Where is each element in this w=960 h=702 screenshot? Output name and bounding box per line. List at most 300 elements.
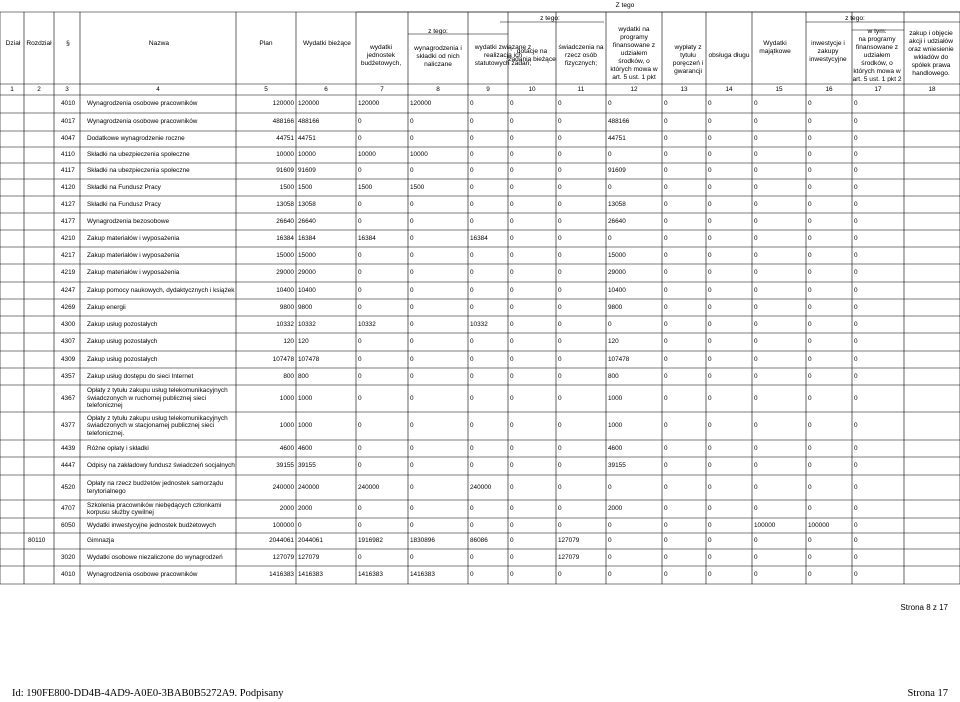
cell-value: 0 xyxy=(510,338,514,345)
cell-value: 0 xyxy=(708,251,712,259)
header-rozdzial: Rozdział xyxy=(26,40,52,47)
cell-value: 10000 xyxy=(358,151,376,158)
cell-value: 0 xyxy=(558,444,562,452)
column-number: 16 xyxy=(825,86,833,93)
header-wydatki-majatkowe: Wydatki majątkowe xyxy=(759,40,791,55)
cell-nazwa: Składki na ubezpieczenia społeczne xyxy=(87,167,190,174)
cell-value: 1000 xyxy=(298,394,313,402)
cell-value: 0 xyxy=(708,200,712,208)
cell-nazwa: Wynagrodzenia bezosobowe xyxy=(87,217,170,225)
cell-value: 1416383 xyxy=(410,571,435,578)
cell-nazwa: Zakup usług dostępu do sieci Internet xyxy=(87,372,194,380)
cell-value: 0 xyxy=(708,355,712,363)
cell-value: 0 xyxy=(808,444,812,452)
cell-paragraf: 4439 xyxy=(61,444,76,452)
cell-value: 0 xyxy=(558,338,562,345)
cell-value: 0 xyxy=(470,217,474,225)
cell-value: 240000 xyxy=(470,483,492,491)
cell-value: 0 xyxy=(510,118,514,125)
cell-paragraf: 4247 xyxy=(61,286,76,294)
cell-value: 0 xyxy=(708,537,712,544)
cell-value: 0 xyxy=(558,505,562,512)
cell-value: 0 xyxy=(808,269,812,276)
cell-value: 107478 xyxy=(298,355,320,363)
cell-value: 0 xyxy=(358,200,362,208)
cell-value: 0 xyxy=(708,553,712,561)
header-obsluga: obsługa długu xyxy=(708,52,750,59)
cell-nazwa: Różne opłaty i składki xyxy=(87,444,149,452)
header-z-tego-small: z tego: xyxy=(428,28,448,35)
cell-value: 2000 xyxy=(608,505,623,512)
cell-value: 0 xyxy=(558,183,562,191)
cell-value: 0 xyxy=(510,571,514,578)
cell-nazwa: Zakup pomocy naukowych, dydaktycznych i książek xyxy=(87,286,235,294)
cell-value: 10400 xyxy=(298,286,316,294)
cell-value: 0 xyxy=(558,394,562,402)
cell-plan: 120000 xyxy=(272,100,294,107)
document-id: Id: 190FE800-DD4B-4AD9-A0E0-3BAB0B5272A9. Podpisany xyxy=(12,688,284,699)
cell-value: 0 xyxy=(754,553,758,561)
cell-value: 0 xyxy=(754,462,758,469)
cell-value: 0 xyxy=(358,462,362,469)
cell-value: 9800 xyxy=(298,303,313,311)
cell-value: 0 xyxy=(854,372,858,380)
cell-value: 0 xyxy=(470,372,474,380)
cell-value: 9800 xyxy=(608,303,623,311)
cell-value: 0 xyxy=(854,521,858,529)
cell-value: 0 xyxy=(470,200,474,208)
cell-plan: 1000 xyxy=(279,394,294,402)
cell-value: 44751 xyxy=(608,135,626,142)
cell-value: 0 xyxy=(358,217,362,225)
cell-paragraf: 4377 xyxy=(61,422,76,429)
cell-value: 1500 xyxy=(298,183,313,191)
cell-value: 0 xyxy=(854,251,858,259)
cell-value: 0 xyxy=(754,537,758,544)
cell-value: 0 xyxy=(510,269,514,276)
cell-nazwa: Składki na Fundusz Pracy xyxy=(87,183,161,191)
cell-value: 0 xyxy=(664,505,668,512)
cell-value: 0 xyxy=(510,234,514,242)
cell-value: 800 xyxy=(298,372,309,380)
cell-value: 0 xyxy=(410,269,414,276)
cell-plan: 1416383 xyxy=(269,571,294,578)
cell-value: 0 xyxy=(664,118,668,125)
cell-plan: 1500 xyxy=(279,183,294,191)
cell-plan: 488166 xyxy=(272,118,294,125)
cell-paragraf: 3020 xyxy=(61,553,76,561)
cell-nazwa: Szkolenia pracowników niebędących członkami korpusu służby cywilnej xyxy=(87,501,222,517)
cell-nazwa: Wydatki inwestycyjne jednostek budżetowych xyxy=(87,521,216,529)
cell-value: 0 xyxy=(708,118,712,125)
cell-value: 0 xyxy=(608,571,612,578)
cell-value: 0 xyxy=(708,422,712,429)
cell-value: 0 xyxy=(510,444,514,452)
cell-value: 0 xyxy=(608,320,612,328)
cell-value: 488166 xyxy=(608,118,630,125)
cell-value: 1000 xyxy=(298,422,313,429)
cell-value: 0 xyxy=(608,483,612,491)
cell-value: 0 xyxy=(854,151,858,158)
cell-value: 0 xyxy=(754,269,758,276)
cell-value: 0 xyxy=(558,320,562,328)
cell-value: 0 xyxy=(854,355,858,363)
cell-value: 0 xyxy=(708,303,712,311)
cell-value: 86086 xyxy=(470,537,488,544)
header-w-tym: w tym: xyxy=(867,28,887,35)
cell-value: 0 xyxy=(754,200,758,208)
cell-value: 15000 xyxy=(298,251,316,259)
column-number: 12 xyxy=(630,86,638,93)
cell-value: 0 xyxy=(510,553,514,561)
page-number: Strona 17 xyxy=(907,688,948,699)
cell-value: 0 xyxy=(854,320,858,328)
cell-value: 0 xyxy=(558,118,562,125)
cell-value: 0 xyxy=(358,444,362,452)
cell-value: 0 xyxy=(510,183,514,191)
cell-value: 0 xyxy=(558,200,562,208)
cell-paragraf: 4357 xyxy=(61,372,76,380)
header-swiadczenia: świadczenia na rzecz osób fizycznych; xyxy=(558,44,604,67)
column-number: 9 xyxy=(486,86,490,93)
cell-value: 1500 xyxy=(410,183,425,191)
cell-value: 0 xyxy=(358,118,362,125)
cell-value: 0 xyxy=(410,553,414,561)
cell-value: 0 xyxy=(854,571,858,578)
cell-value: 0 xyxy=(854,234,858,242)
cell-value: 0 xyxy=(510,355,514,363)
cell-value: 91609 xyxy=(298,167,316,174)
cell-value: 0 xyxy=(358,422,362,429)
cell-value: 0 xyxy=(410,355,414,363)
cell-value: 0 xyxy=(470,444,474,452)
cell-value: 0 xyxy=(608,537,612,544)
cell-paragraf: 4010 xyxy=(61,100,76,107)
cell-value: 16384 xyxy=(470,234,488,242)
cell-paragraf: 6050 xyxy=(61,521,76,529)
cell-value: 0 xyxy=(410,118,414,125)
cell-value: 0 xyxy=(854,505,858,512)
cell-value: 0 xyxy=(410,505,414,512)
cell-value: 0 xyxy=(854,167,858,174)
cell-value: 0 xyxy=(558,462,562,469)
cell-value: 10400 xyxy=(608,286,626,294)
cell-value: 0 xyxy=(558,521,562,529)
cell-value: 0 xyxy=(808,234,812,242)
column-number: 11 xyxy=(577,86,585,93)
cell-nazwa: Opłaty z tytułu zakupu usług telekomunikacyjnych świadczonych w stacjonarnej publicznej sieci telefonicznej. xyxy=(87,414,228,437)
cell-value: 0 xyxy=(664,251,668,259)
cell-plan: 2000 xyxy=(279,505,294,512)
cell-paragraf: 4120 xyxy=(61,183,76,191)
cell-value: 1916982 xyxy=(358,537,383,544)
cell-value: 0 xyxy=(708,338,712,345)
cell-value: 29000 xyxy=(298,269,316,276)
cell-plan: 10000 xyxy=(276,151,294,158)
cell-nazwa: Opłaty z tytułu zakupu usług telekomunikacyjnych świadczonych w ruchomej publicznej sieci telefonicznej xyxy=(87,387,228,410)
cell-plan: 800 xyxy=(283,372,294,380)
cell-value: 0 xyxy=(558,355,562,363)
cell-value: 10000 xyxy=(298,151,316,158)
cell-value: 0 xyxy=(510,521,514,529)
cell-value: 0 xyxy=(854,269,858,276)
header-wydatki-na-programy: wydatki na programy finansowane z udziałem środków, o których mowa w art. 5 ust. 1 pkt xyxy=(610,26,658,81)
cell-paragraf: 4520 xyxy=(61,483,76,491)
cell-value: 0 xyxy=(358,286,362,294)
cell-value: 0 xyxy=(708,394,712,402)
cell-value: 0 xyxy=(358,521,362,529)
cell-value: 0 xyxy=(510,394,514,402)
cell-value: 0 xyxy=(410,200,414,208)
cell-value: 0 xyxy=(708,135,712,142)
cell-value: 0 xyxy=(808,571,812,578)
cell-plan: 9800 xyxy=(279,303,294,311)
cell-value: 0 xyxy=(808,320,812,328)
column-number: 18 xyxy=(928,86,936,93)
cell-value: 0 xyxy=(558,372,562,380)
column-number: 1 xyxy=(10,86,14,93)
cell-value: 0 xyxy=(754,251,758,259)
cell-value: 1500 xyxy=(358,183,373,191)
cell-value: 0 xyxy=(470,355,474,363)
cell-value: 0 xyxy=(708,151,712,158)
cell-paragraf: 4307 xyxy=(61,338,76,345)
cell-paragraf: 4047 xyxy=(61,135,76,142)
cell-value: 0 xyxy=(854,553,858,561)
cell-value: 0 xyxy=(808,303,812,311)
cell-value: 0 xyxy=(808,422,812,429)
cell-value: 0 xyxy=(854,462,858,469)
cell-value: 0 xyxy=(854,183,858,191)
cell-value: 0 xyxy=(558,571,562,578)
cell-value: 0 xyxy=(808,394,812,402)
cell-paragraf: 4707 xyxy=(61,505,76,512)
cell-value: 0 xyxy=(808,553,812,561)
cell-value: 0 xyxy=(754,338,758,345)
cell-value: 0 xyxy=(608,100,612,107)
cell-value: 0 xyxy=(664,286,668,294)
cell-value: 0 xyxy=(608,234,612,242)
cell-value: 1000 xyxy=(608,394,623,402)
cell-value: 1416383 xyxy=(298,571,323,578)
cell-paragraf: 4127 xyxy=(61,200,76,208)
cell-value: 0 xyxy=(708,444,712,452)
cell-value: 0 xyxy=(558,286,562,294)
cell-nazwa: Zakup usług pozostałych xyxy=(87,355,158,363)
cell-value: 0 xyxy=(708,320,712,328)
cell-value: 0 xyxy=(558,234,562,242)
header-dzial: Dział xyxy=(5,40,21,47)
cell-value: 10332 xyxy=(470,320,488,328)
cell-value: 0 xyxy=(358,338,362,345)
cell-paragraf: 4269 xyxy=(61,303,76,311)
page-counter: Strona 8 z 17 xyxy=(900,603,948,612)
cell-value: 0 xyxy=(808,200,812,208)
cell-value: 0 xyxy=(664,553,668,561)
cell-value: 0 xyxy=(664,269,668,276)
cell-plan: 100000 xyxy=(272,521,294,529)
cell-value: 0 xyxy=(470,183,474,191)
cell-value: 0 xyxy=(358,372,362,380)
cell-value: 0 xyxy=(708,483,712,491)
cell-value: 120 xyxy=(298,338,309,345)
cell-value: 0 xyxy=(854,338,858,345)
cell-value: 0 xyxy=(510,320,514,328)
cell-value: 0 xyxy=(708,571,712,578)
cell-value: 0 xyxy=(664,200,668,208)
cell-value: 107478 xyxy=(608,355,630,363)
column-number: 6 xyxy=(324,86,328,93)
cell-value: 0 xyxy=(358,303,362,311)
cell-plan: 13058 xyxy=(276,200,294,208)
cell-value: 0 xyxy=(510,303,514,311)
cell-value: 0 xyxy=(754,217,758,225)
cell-value: 120000 xyxy=(358,100,380,107)
header-nazwa: Nazwa xyxy=(148,40,170,47)
cell-value: 0 xyxy=(808,183,812,191)
cell-value: 0 xyxy=(754,183,758,191)
cell-value: 0 xyxy=(558,269,562,276)
column-number: 14 xyxy=(725,86,733,93)
cell-value: 0 xyxy=(558,251,562,259)
cell-value: 0 xyxy=(854,286,858,294)
cell-value: 0 xyxy=(510,537,514,544)
cell-value: 240000 xyxy=(358,483,380,491)
cell-value: 0 xyxy=(510,462,514,469)
cell-value: 10000 xyxy=(410,151,428,158)
cell-value: 0 xyxy=(558,100,562,107)
cell-nazwa: Zakup energii xyxy=(87,303,126,311)
cell-paragraf: 4017 xyxy=(61,118,76,125)
cell-value: 0 xyxy=(358,135,362,142)
cell-value: 0 xyxy=(854,217,858,225)
cell-value: 0 xyxy=(470,505,474,512)
cell-value: 0 xyxy=(754,135,758,142)
cell-value: 91609 xyxy=(608,167,626,174)
cell-value: 0 xyxy=(558,167,562,174)
cell-plan: 44751 xyxy=(276,135,294,142)
cell-value: 0 xyxy=(664,183,668,191)
cell-value: 120000 xyxy=(410,100,432,107)
cell-value: 0 xyxy=(854,537,858,544)
column-number: 3 xyxy=(65,86,69,93)
cell-value: 0 xyxy=(664,483,668,491)
cell-value: 0 xyxy=(754,505,758,512)
cell-value: 0 xyxy=(664,571,668,578)
cell-value: 0 xyxy=(470,422,474,429)
cell-value: 0 xyxy=(410,286,414,294)
cell-value: 0 xyxy=(470,251,474,259)
cell-value: 0 xyxy=(410,251,414,259)
cell-value: 0 xyxy=(754,483,758,491)
cell-value: 0 xyxy=(708,234,712,242)
cell-plan: 120 xyxy=(283,338,294,345)
cell-paragraf: 4010 xyxy=(61,571,76,578)
cell-value: 0 xyxy=(470,571,474,578)
cell-value: 0 xyxy=(358,394,362,402)
cell-value: 0 xyxy=(664,372,668,380)
cell-value: 0 xyxy=(664,167,668,174)
cell-value: 0 xyxy=(510,251,514,259)
cell-nazwa: Zakup usług pozostałych xyxy=(87,320,158,328)
cell-value: 0 xyxy=(754,118,758,125)
cell-value: 0 xyxy=(470,151,474,158)
cell-value: 0 xyxy=(808,167,812,174)
cell-plan: 127079 xyxy=(272,553,294,561)
cell-value: 4600 xyxy=(608,444,623,452)
cell-value: 0 xyxy=(708,183,712,191)
cell-nazwa: Opłaty na rzecz budżetów jednostek samorządu terytorialnego xyxy=(87,480,224,495)
cell-paragraf: 4300 xyxy=(61,320,76,328)
cell-value: 13058 xyxy=(608,200,626,208)
header-inwestycje: inwestycje i zakupy inwestycyjne xyxy=(809,40,847,63)
header-z-tego-right: z tego: xyxy=(845,15,865,22)
header-wyplaty: wypłaty z tytułu poręczeń i gwarancji xyxy=(672,44,704,75)
cell-value: 0 xyxy=(470,338,474,345)
cell-value: 0 xyxy=(510,286,514,294)
cell-value: 0 xyxy=(708,100,712,107)
cell-paragraf: 4110 xyxy=(61,151,75,158)
cell-value: 0 xyxy=(608,553,612,561)
cell-value: 0 xyxy=(664,521,668,529)
cell-value: 127079 xyxy=(298,553,320,561)
header-plan: Plan xyxy=(259,40,273,47)
column-number: 15 xyxy=(775,86,783,93)
cell-value: 0 xyxy=(808,217,812,225)
cell-value: 0 xyxy=(470,118,474,125)
cell-value: 0 xyxy=(410,444,414,452)
cell-value: 0 xyxy=(358,553,362,561)
cell-value: 0 xyxy=(664,303,668,311)
column-number: 4 xyxy=(156,86,160,93)
cell-value: 0 xyxy=(854,135,858,142)
cell-value: 0 xyxy=(808,135,812,142)
cell-plan: 107478 xyxy=(272,355,294,363)
column-number: 17 xyxy=(874,86,882,93)
cell-value: 0 xyxy=(608,151,612,158)
cell-paragraf: 4219 xyxy=(61,269,76,276)
cell-value: 1830896 xyxy=(410,537,435,544)
cell-value: 0 xyxy=(510,372,514,380)
cell-value: 0 xyxy=(854,394,858,402)
cell-value: 44751 xyxy=(298,135,316,142)
cell-value: 0 xyxy=(410,167,414,174)
cell-value: 0 xyxy=(808,505,812,512)
cell-value: 0 xyxy=(754,303,758,311)
cell-value: 0 xyxy=(664,462,668,469)
cell-value: 0 xyxy=(510,422,514,429)
cell-value: 0 xyxy=(410,338,414,345)
cell-value: 800 xyxy=(608,372,619,380)
cell-value: 100000 xyxy=(808,521,830,529)
cell-value: 10332 xyxy=(298,320,316,328)
cell-value: 0 xyxy=(358,269,362,276)
cell-value: 0 xyxy=(664,320,668,328)
cell-value: 0 xyxy=(664,444,668,452)
cell-value: 127079 xyxy=(558,537,580,544)
cell-value: 0 xyxy=(708,286,712,294)
cell-plan: 15000 xyxy=(276,251,294,259)
cell-paragraf: 4447 xyxy=(61,462,76,469)
cell-value: 0 xyxy=(664,355,668,363)
cell-value: 29000 xyxy=(608,269,626,276)
cell-value: 0 xyxy=(470,167,474,174)
cell-value: 0 xyxy=(510,135,514,142)
cell-value: 0 xyxy=(708,217,712,225)
cell-value: 0 xyxy=(708,521,712,529)
column-number: 5 xyxy=(264,86,268,93)
cell-paragraf: 4217 xyxy=(61,251,76,259)
